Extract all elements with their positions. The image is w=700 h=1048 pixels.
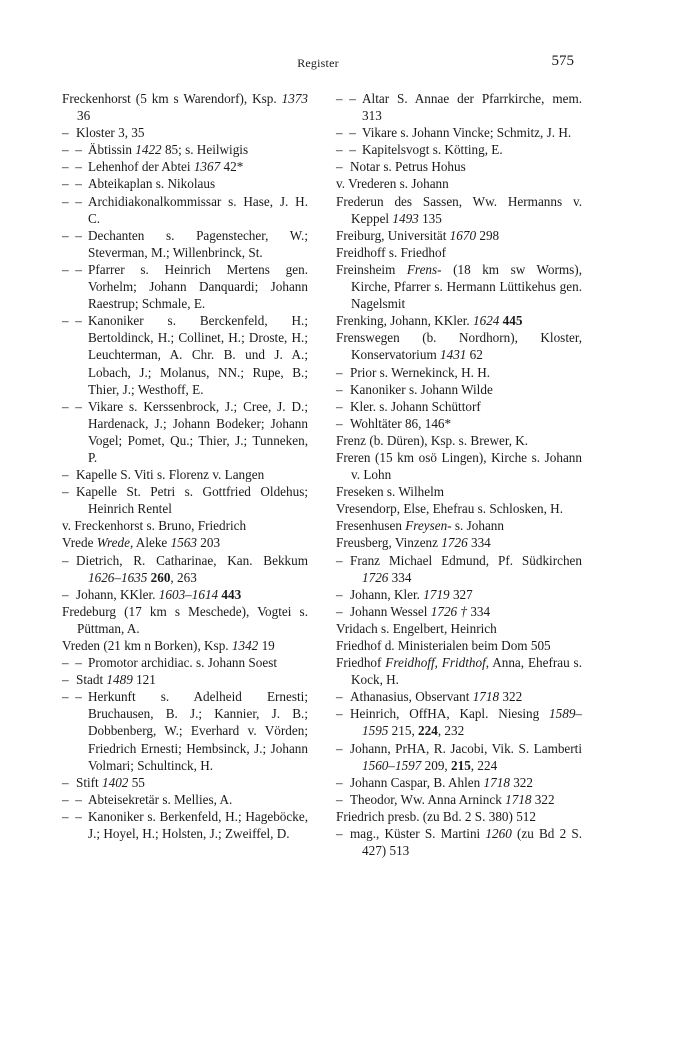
entry-text: Kler. s. Johann Schüttorf: [350, 398, 481, 414]
entry-dash: –: [62, 586, 69, 602]
entry-page-ref: 215: [451, 757, 471, 773]
entry-year: 1624: [473, 313, 500, 329]
entry-text: Friedhof d. Ministerialen beim Dom 505: [336, 638, 551, 653]
entry-dash: – –: [62, 313, 82, 329]
index-entry: [336, 244, 582, 261]
entry-year: Freidhoff, Fridthof: [385, 655, 486, 671]
entry-dash: –: [62, 125, 69, 141]
entry-text: Freidhoff s. Friedhof: [336, 244, 447, 260]
index-entry: [336, 740, 582, 774]
index-entry: [62, 534, 308, 551]
entry-text: Dietrich, R. Catharinae, Kan. Bekkum: [76, 552, 308, 568]
index-entry: [62, 193, 308, 227]
entry-text: Franz Michael Edmund, Pf. Südkirchen: [350, 552, 582, 568]
entry-text: Johann Wessel: [350, 603, 431, 619]
index-entry: [336, 381, 582, 398]
entry-text: Äbtissin: [88, 142, 136, 158]
entry-text: Freusberg, Vinzenz: [336, 535, 442, 551]
entry-text: Theodor, Ww. Anna Arninck: [350, 791, 506, 807]
entry-page-ref: 224: [418, 723, 438, 739]
entry-year: Wrede: [96, 535, 130, 551]
entry-text: mag., Küster S. Martini: [350, 826, 486, 842]
entry-text: Freseken s. Wilhelm: [336, 484, 445, 500]
entry-text: 209,: [421, 757, 452, 773]
entry-text: 85; s. Heilwigis: [161, 142, 249, 158]
entry-dash: – –: [62, 689, 82, 705]
entry-dash: –: [336, 364, 343, 380]
entry-year: 1718: [505, 791, 532, 807]
entry-text: Freiburg, Universität: [336, 227, 450, 243]
entry-year: Freysen-: [405, 518, 452, 534]
entry-text: v. Freckenhorst s. Bruno, Friedrich: [62, 518, 247, 534]
index-entry: [336, 654, 582, 688]
entry-text: Vikare s. Johann Vincke; Schmitz, J. H.: [362, 125, 572, 141]
entry-year: 1431: [440, 347, 467, 363]
entry-text: 36: [77, 108, 91, 124]
entry-year: 1493: [392, 210, 419, 226]
entry-text: Fresenhusen: [336, 518, 406, 534]
running-head: Register: [297, 56, 339, 70]
entry-dash: – –: [62, 159, 82, 175]
entry-text: Stadt: [76, 672, 107, 688]
index-entry: [336, 774, 582, 791]
entry-text: Frederun des Sassen, Ww. Hermanns v. Keppel: [336, 193, 582, 226]
index-entry: [62, 124, 308, 141]
entry-text: s. Johann: [451, 518, 504, 534]
index-entry: [336, 534, 582, 551]
entry-text: 334: [467, 535, 491, 551]
index-entry: [336, 364, 582, 381]
index-entry: [62, 671, 308, 688]
entry-year: Frens-: [406, 261, 442, 277]
entry-dash: – –: [62, 142, 82, 158]
index-entry: [62, 791, 308, 808]
entry-dash: – –: [336, 142, 356, 158]
index-entry: [62, 688, 308, 773]
entry-dash: – –: [62, 261, 82, 277]
entry-text: 215,: [388, 723, 419, 739]
entry-text: Promotor archidiac. s. Johann Soest: [88, 655, 277, 671]
entry-text: Abteisekretär s. Mellies, A.: [88, 791, 233, 807]
entry-year: 1402: [102, 774, 129, 790]
entry-dash: – –: [336, 125, 356, 141]
entry-dash: –: [336, 159, 343, 175]
entry-dash: – –: [62, 808, 82, 824]
entry-text: 334: [467, 603, 491, 619]
entry-page-ref: 260: [150, 569, 171, 585]
index-entry: [62, 227, 308, 261]
entry-dash: –: [336, 774, 343, 790]
entry-text: Vridach s. Engelbert, Heinrich: [336, 620, 497, 636]
index-entry: [336, 705, 582, 739]
entry-year: 1670: [449, 227, 477, 243]
entry-dash: –: [336, 740, 343, 756]
entry-text: Friedhof: [336, 655, 386, 671]
index-entry: [62, 637, 308, 654]
entry-text: 121: [132, 672, 156, 688]
entry-text: Pfarrer s. Heinrich Mertens gen. Vorhelm; Johann Danquardi; Johann Raestrup; Schmale, E.: [88, 261, 308, 312]
entry-year: 1626–1635: [88, 569, 148, 585]
entry-text: 322: [509, 774, 533, 790]
index-entry: [336, 432, 582, 449]
entry-text: Archidiakonalkommissar s. Hase, J. H. C.: [88, 193, 308, 226]
index-column-left: [62, 90, 308, 859]
entry-year: 1718: [472, 689, 500, 705]
entry-text: Herkunft s. Adelheid Ernesti; Bruchausen, B. J.; Kannier, J. B.; Dobbenberg, W.; Everhard v. Vörden; Friedrich Ernesti; Hembsinck, J.; Johann Volmari; Schultinck, H.: [88, 689, 308, 773]
index-entry: [62, 158, 308, 175]
entry-dash: –: [336, 552, 343, 568]
entry-text: , Aleke: [129, 535, 171, 551]
index-entry: [62, 552, 308, 586]
index-entry: [336, 552, 582, 586]
index-entry: [62, 261, 308, 312]
entry-text: Notar s. Petrus Hohus: [350, 159, 466, 175]
index-entry: [336, 227, 582, 244]
entry-dash: – –: [62, 655, 82, 671]
entry-text: Frenking, Johann, KKler.: [336, 313, 473, 329]
entry-text: 334: [388, 569, 412, 585]
index-entry: [336, 193, 582, 227]
entry-dash: –: [336, 586, 343, 602]
entry-text: 327: [449, 586, 473, 602]
index-entry: [336, 158, 582, 175]
entry-dash: –: [336, 398, 343, 414]
entry-text: 62: [466, 347, 483, 363]
index-entry: [336, 808, 582, 825]
index-entry: [336, 620, 582, 637]
index-entry: [336, 637, 582, 654]
entry-dash: –: [336, 791, 343, 807]
entry-text: 135: [418, 210, 442, 226]
entry-year: 1719: [423, 586, 450, 602]
entry-text: v. Vrederen s. Johann: [336, 176, 449, 192]
index-entry: [336, 415, 582, 432]
entry-text: 55: [128, 774, 145, 790]
entry-text: Freren (15 km osö Lingen), Kirche s. Johann v. Lohn: [336, 449, 582, 483]
entry-text: Stift: [76, 774, 103, 790]
entry-text: Wohltäter 86, 146*: [350, 415, 452, 431]
entry-dash: –: [336, 826, 343, 842]
page-header: [62, 53, 574, 73]
entry-text: Kapitelsvogt s. Kötting, E.: [362, 142, 503, 158]
entry-text: 203: [196, 535, 221, 551]
entry-year: 1342: [231, 638, 259, 653]
entry-dash: –: [336, 706, 343, 722]
entry-text: Kapelle S. Viti s. Florenz v. Langen: [76, 467, 265, 483]
index-entry: [62, 175, 308, 192]
index-entry: [336, 90, 582, 124]
index-entry: [336, 603, 582, 620]
entry-text: Kloster 3, 35: [76, 125, 145, 141]
entry-text: Frenz (b. Düren), Ksp. s. Brewer, K.: [336, 432, 529, 448]
index-entry: [336, 449, 582, 483]
index-entry: [336, 517, 582, 534]
entry-text: , 263: [170, 569, 197, 585]
index-entry: [62, 90, 308, 124]
entry-year: 1489: [106, 672, 133, 688]
entry-text: Vrede: [62, 535, 97, 551]
entry-text: Vreden (21 km n Borken), Ksp.: [62, 638, 232, 653]
entry-text: Friedrich presb. (zu Bd. 2 S. 380) 512: [336, 808, 536, 824]
entry-dash: – –: [62, 176, 82, 192]
entry-text: , 232: [437, 723, 465, 739]
index-entry: [336, 500, 582, 517]
index-entry: [336, 124, 582, 141]
index-entry: [62, 603, 308, 637]
entry-dash: –: [62, 774, 69, 790]
entry-year: 1718: [483, 774, 510, 790]
entry-text: Kanoniker s. Berckenfeld, H.; Bertoldinck, H.; Collinet, H.; Droste, H.; Leuchterman, A. Chr. B. und J. A.; Lobach, J.; Molanus, NN.; Rupe, B.; Thier, J.; Westhoff, E.: [88, 313, 308, 397]
entry-text: Altar S. Annae der Pfarrkirche, mem. 313: [362, 91, 582, 124]
entry-text: 322: [531, 791, 555, 807]
index-entry: [62, 483, 308, 517]
entry-year: 1589–1595: [362, 706, 582, 739]
entry-text: 322: [499, 689, 523, 705]
entry-dash: –: [62, 467, 69, 483]
index-column-right: [336, 90, 582, 859]
entry-text: Freckenhorst (5 km s Warendorf), Ksp.: [62, 91, 282, 106]
index-entry: [336, 175, 582, 192]
entry-dash: – –: [62, 791, 82, 807]
index-entry: [336, 261, 582, 312]
entry-text: 19: [258, 638, 275, 653]
entry-year: 1373: [281, 91, 308, 106]
index-entry: [62, 466, 308, 483]
entry-dash: –: [62, 484, 69, 500]
entry-year: 1603–1614: [158, 586, 219, 602]
entry-text: , Anna, Ehefrau s. Kock, H.: [351, 655, 582, 688]
entry-text: Johann, KKler.: [76, 586, 159, 602]
entry-year: 1726: [362, 569, 389, 585]
entry-text: Athanasius, Observant: [350, 689, 473, 705]
entry-dash: –: [336, 603, 343, 619]
entry-text: Kanoniker s. Berkenfeld, H.; Hageböcke, J.; Hoyel, H.; Holsten, J.; Zweiffel, D.: [88, 808, 308, 842]
index-entry: [336, 483, 582, 500]
entry-year: 1422: [135, 142, 162, 158]
entry-year: 1726 †: [430, 603, 468, 619]
entry-dash: – –: [62, 193, 82, 209]
entry-dash: –: [336, 689, 343, 705]
index-entry: [336, 398, 582, 415]
entry-year: 1560–1597: [362, 757, 422, 773]
index-entry: [336, 586, 582, 603]
index-entry: [336, 141, 582, 158]
entry-text: Kapelle St. Petri s. Gottfried Oldehus; Heinrich Rentel: [76, 484, 308, 517]
entry-page-ref: 445: [502, 313, 523, 329]
index-entry: [62, 517, 308, 534]
entry-year: 1367: [193, 159, 221, 175]
entry-text: Johann Caspar, B. Ahlen: [350, 774, 484, 790]
index-entry: [336, 329, 582, 363]
entry-text: 298: [476, 227, 500, 243]
index-columns: [62, 90, 582, 859]
index-entry: [336, 791, 582, 808]
entry-text: Fredeburg (17 km s Meschede), Vogtei s. Püttman, A.: [62, 603, 308, 636]
entry-text: Vikare s. Kerssenbrock, J.; Cree, J. D.; Hardenack, J.; Johann Bodeker; Johann Vogel; Pomet, Qu.; Thier, J.; Tunneken, P.: [88, 398, 308, 465]
entry-dash: – –: [62, 398, 82, 414]
entry-dash: – –: [336, 91, 356, 106]
entry-dash: –: [336, 415, 343, 431]
index-entry: [336, 688, 582, 705]
entry-text: Freinsheim: [336, 261, 407, 277]
entry-text: Prior s. Wernekinck, H. H.: [350, 364, 491, 380]
entry-text: Heinrich, OffHA, Kapl. Niesing: [350, 706, 550, 722]
entry-text: 42*: [220, 159, 244, 175]
entry-year: 1726: [441, 535, 468, 551]
entry-text: Kanoniker s. Johann Wilde: [350, 381, 493, 397]
entry-year: 1563: [170, 535, 197, 551]
index-entry: [336, 312, 582, 329]
entry-text: , 224: [470, 757, 498, 773]
entry-year: 1260: [485, 826, 512, 842]
entry-dash: –: [62, 672, 69, 688]
entry-dash: – –: [62, 227, 82, 243]
entry-text: Frenswegen (b. Nordhorn), Kloster, Konservatorium: [336, 330, 582, 363]
index-entry: [62, 398, 308, 466]
index-entry: [62, 141, 308, 158]
index-entry: [62, 586, 308, 603]
entry-dash: –: [336, 381, 343, 397]
entry-text: Johann, Kler.: [350, 586, 424, 602]
index-entry: [336, 825, 582, 859]
entry-dash: –: [62, 552, 69, 568]
entry-text: Lehenhof der Abtei: [88, 159, 194, 175]
page-number: 575: [551, 53, 574, 69]
entry-text: Abteikaplan s. Nikolaus: [88, 176, 216, 192]
index-entry: [62, 312, 308, 397]
entry-text: (zu Bd 2 S. 427) 513: [362, 826, 582, 859]
entry-text: Dechanten s. Pagenstecher, W.; Steverman, M.; Willenbrinck, St.: [88, 227, 308, 260]
index-entry: [62, 808, 308, 842]
entry-page-ref: 443: [221, 586, 242, 602]
index-entry: [62, 774, 308, 791]
entry-text: (18 km sw Worms), Kirche, Pfarrer s. Hermann Lüttikehus gen. Nagelsmit: [351, 261, 582, 312]
index-entry: [62, 654, 308, 671]
entry-text: Johann, PrHA, R. Jacobi, Vik. S. Lamberti: [350, 740, 582, 756]
entry-text: Vresendorp, Else, Ehefrau s. Schlosken, H.: [336, 501, 564, 517]
